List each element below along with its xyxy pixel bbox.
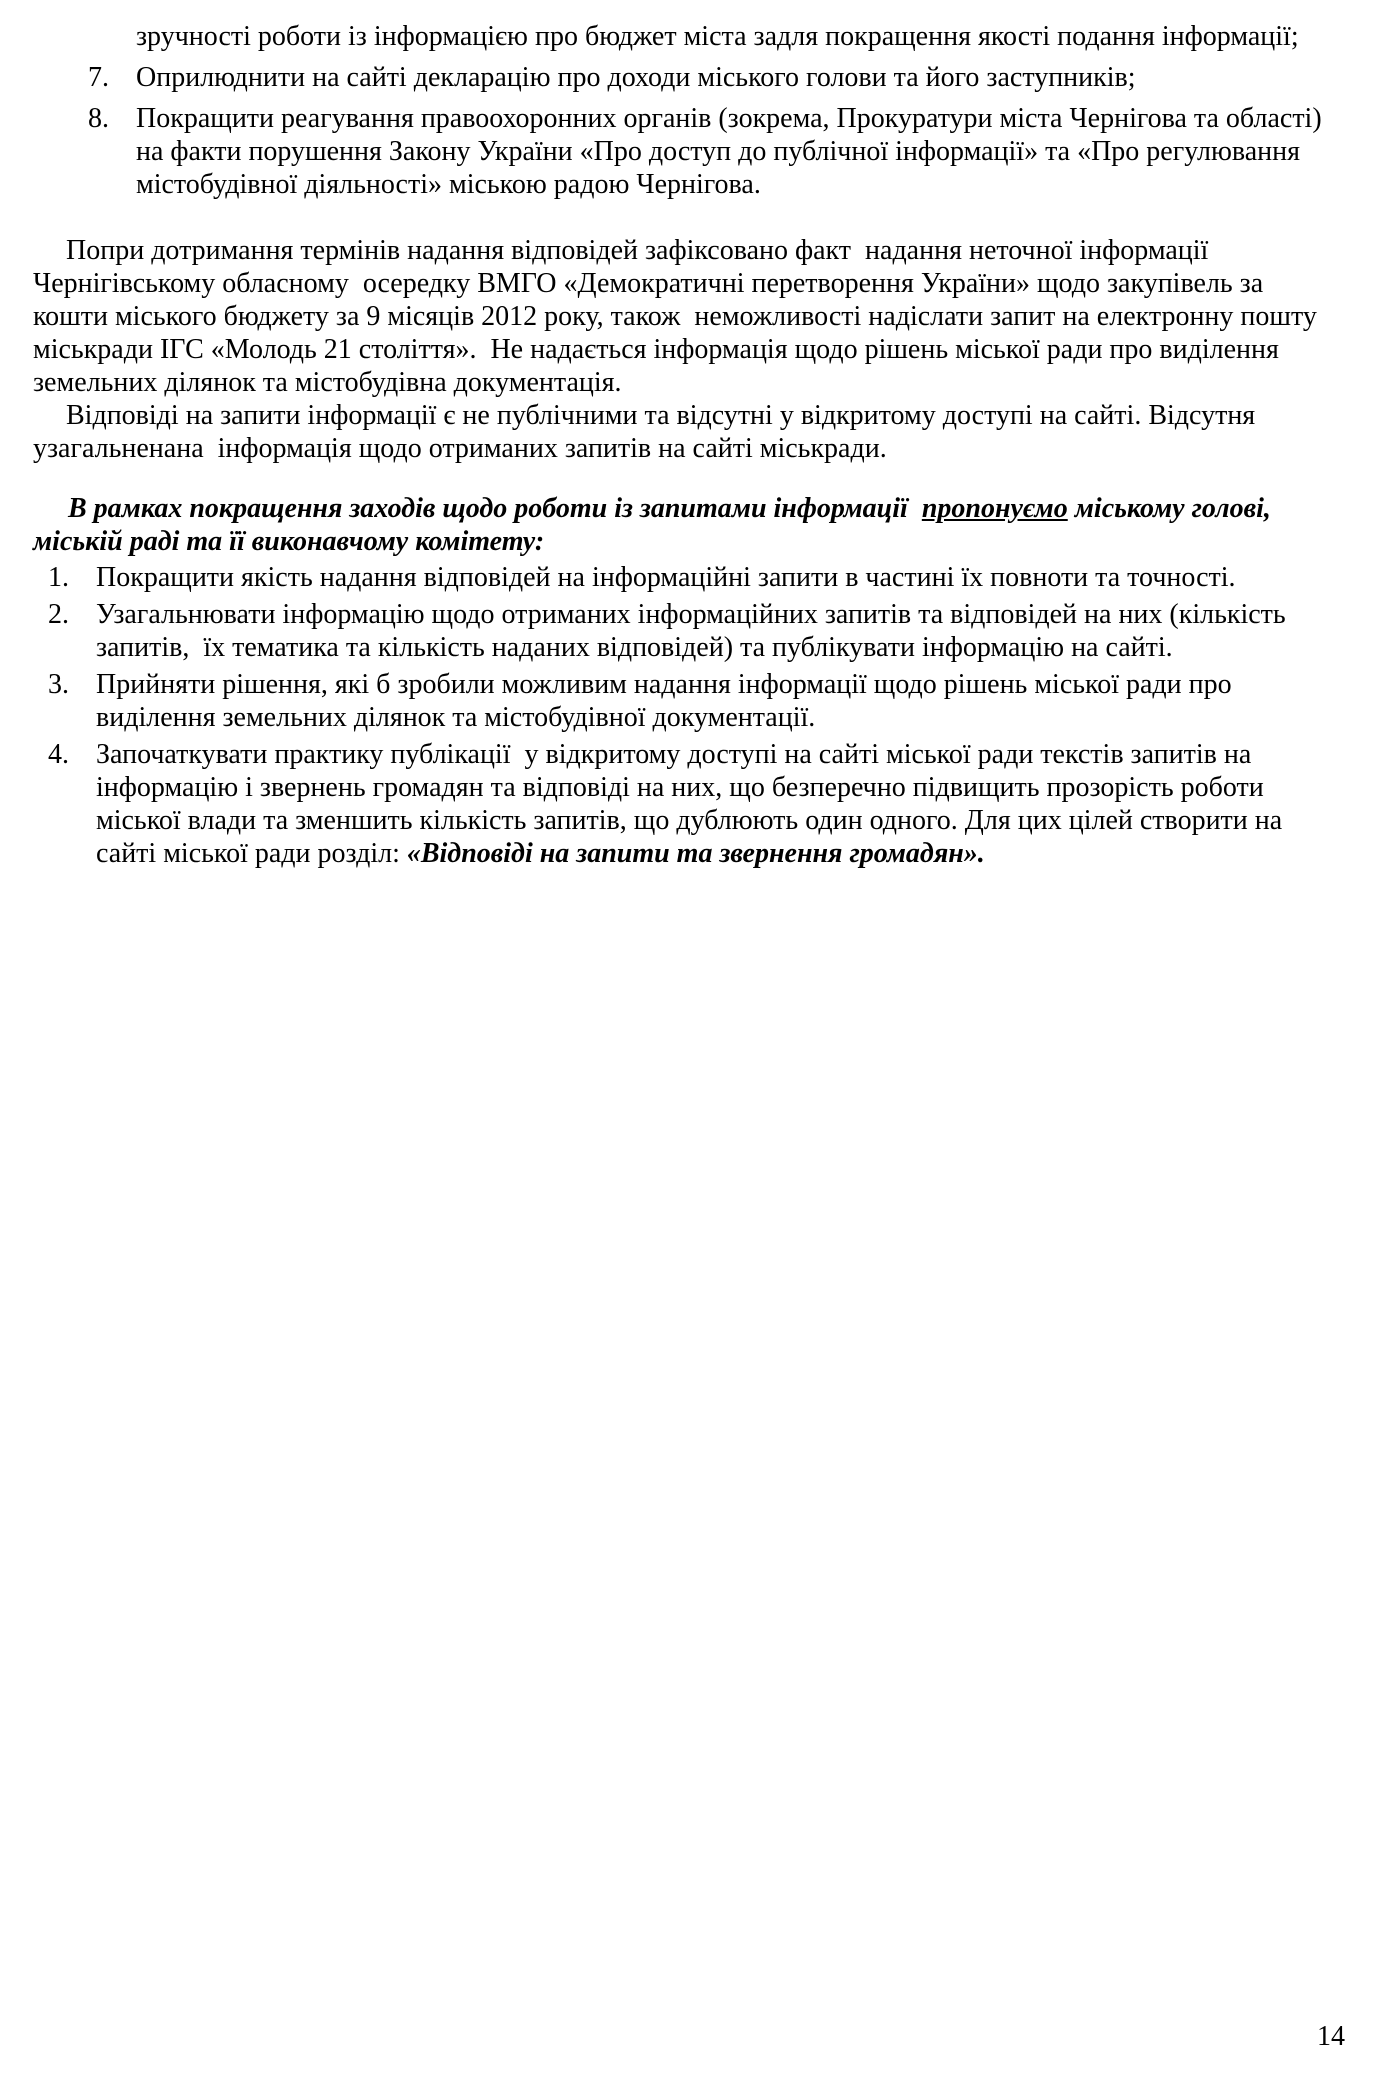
item-text: Оприлюднити на сайті декларацію про доходи міського голови та його заступників; [136, 62, 1136, 93]
item-text: зручності роботи із інформацією про бюджет міста задля покращення якості подання інформації; [136, 21, 1299, 52]
item-text: Покращити якість надання відповідей на інформаційні запити в частині їх повноти та точності. [96, 562, 1236, 593]
underlined-term: пропонуємо [921, 493, 1068, 524]
section-title-emphasis: «Відповіді на запити та звернення громадян». [406, 838, 985, 869]
item-number: 2. [48, 599, 69, 630]
proposal-item-1 [48, 561, 1333, 594]
list-item-continuation [88, 20, 1333, 53]
proposal-item-3 [48, 668, 1333, 734]
paragraph-responses-not-public: Відповіді на запити інформації є не публічними та відсутні у відкритому доступі на сайті. Відсутня узагальненана інформація щодо отриманих запитів на сайті міськради. [33, 400, 1263, 464]
heading-lead: В рамках покращення заходів щодо роботи із запитами інформації [68, 493, 922, 524]
item-text: Покращити реагування правоохоронних органів (зокрема, Прокуратури міста Чернігова та області) на факти порушення Закону України «Про доступ до публічної інформації» та «Про регулювання містобудівної діяльності» міською радою Чернігова. [136, 103, 1329, 200]
continued-numbered-list [33, 20, 1333, 201]
proposals-numbered-list [33, 561, 1333, 870]
item-text: Прийняти рішення, які б зробили можливим надання інформації щодо рішень міської ради про виділення земельних ділянок та містобудівної документації. [96, 669, 1239, 733]
item-number: 1. [48, 562, 69, 593]
item-text-main: Започаткувати практику публікації у відкритому доступі на сайті міської ради текстів запитів на інформацію і звернень громадян та відповіді на них, що безперечно підвищить прозорість роботи міської влади та зменшить кількість запитів, що дублюють один одного. Для цих цілей створити на сайті міської ради розділ: [96, 739, 1290, 869]
page-content [33, 20, 1333, 874]
list-item-8 [88, 102, 1333, 201]
list-item-7 [88, 61, 1333, 94]
item-number: 8. [88, 103, 109, 134]
proposals-heading [33, 492, 1333, 558]
paragraph-inaccurate-information: Попри дотримання термінів надання відповідей зафіксовано факт надання неточної інформації Чернігівському обласному осередку ВМГО «Демократичні перетворення України» щодо закупівель за кошти міського бюджету за 9 місяців 2012 року, також неможливості надіслати запит на електронну пошту міськради ІГС «Молодь 21 століття». Не надається інформація щодо рішень міської ради про виділення земельних ділянок та містобудівна документація. [33, 235, 1324, 398]
heading-tail: міському голові, міській раді та її виконавчому комітету: [33, 493, 1278, 557]
proposal-item-4 [48, 738, 1333, 870]
proposal-item-2 [48, 598, 1333, 664]
item-text [96, 738, 1333, 870]
item-number: 3. [48, 669, 69, 700]
item-text: Узагальнювати інформацію щодо отриманих інформаційних запитів та відповідей на них (кількість запитів, їх тематика та кількість наданих відповідей) та публікувати інформацію на сайті. [96, 599, 1293, 663]
item-number: 4. [48, 739, 69, 770]
item-number [88, 20, 136, 53]
item-number: 7. [88, 62, 109, 93]
page-number: 14 [1317, 2021, 1345, 2052]
